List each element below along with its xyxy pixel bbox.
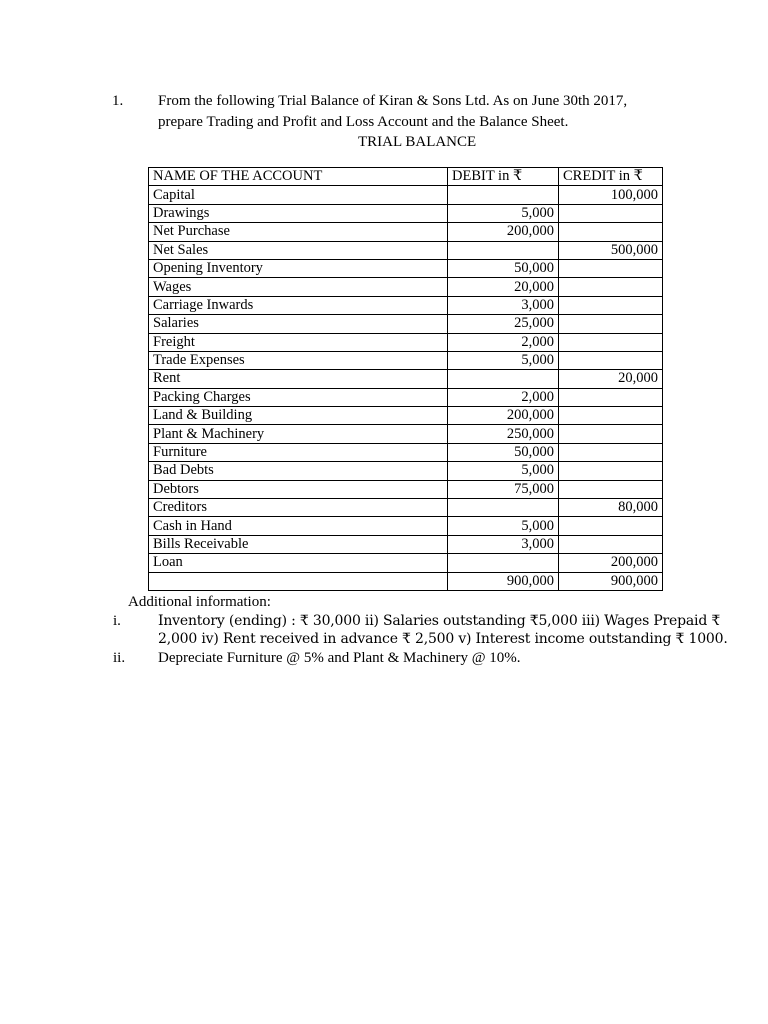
credit-cell xyxy=(559,333,663,351)
debit-cell xyxy=(448,554,559,572)
credit-cell: 80,000 xyxy=(559,499,663,517)
credit-cell: 20,000 xyxy=(559,370,663,388)
additional-item-1-number: i. xyxy=(113,613,121,629)
account-name-cell: Rent xyxy=(149,370,448,388)
table-row xyxy=(149,315,663,333)
account-name-cell: Packing Charges xyxy=(149,388,448,406)
table-header-row xyxy=(149,168,663,186)
totals-label-cell xyxy=(149,572,448,590)
table-row xyxy=(149,370,663,388)
header-debit: DEBIT in ₹ xyxy=(448,168,559,186)
credit-cell xyxy=(559,480,663,498)
table-row xyxy=(149,333,663,351)
credit-cell: 500,000 xyxy=(559,241,663,259)
account-name-cell: Plant & Machinery xyxy=(149,425,448,443)
credit-cell xyxy=(559,407,663,425)
debit-cell: 200,000 xyxy=(448,407,559,425)
account-name-cell: Bad Debts xyxy=(149,462,448,480)
table-row xyxy=(149,480,663,498)
debit-cell: 2,000 xyxy=(448,388,559,406)
credit-cell xyxy=(559,443,663,461)
question-number: 1. xyxy=(112,93,124,109)
debit-cell: 20,000 xyxy=(448,278,559,296)
credit-cell xyxy=(559,259,663,277)
table-row xyxy=(149,278,663,296)
debit-cell: 5,000 xyxy=(448,517,559,535)
header-credit: CREDIT in ₹ xyxy=(559,168,663,186)
debit-cell: 3,000 xyxy=(448,296,559,314)
table-row xyxy=(149,259,663,277)
credit-cell: 200,000 xyxy=(559,554,663,572)
account-name-cell: Bills Receivable xyxy=(149,535,448,553)
account-name-cell: Salaries xyxy=(149,315,448,333)
credit-cell xyxy=(559,296,663,314)
credit-cell xyxy=(559,425,663,443)
table-row xyxy=(149,186,663,204)
additional-item-2-number: ii. xyxy=(113,650,126,666)
debit-cell xyxy=(448,370,559,388)
table-row xyxy=(149,462,663,480)
account-name-cell: Drawings xyxy=(149,204,448,222)
account-name-cell: Land & Building xyxy=(149,407,448,425)
table-row xyxy=(149,388,663,406)
credit-cell xyxy=(559,535,663,553)
account-name-cell: Furniture xyxy=(149,443,448,461)
additional-item-1-line-2: 2,000 iv) Rent received in advance ₹ 2,500 v) Interest income outstanding ₹ 1000. xyxy=(158,631,728,647)
account-name-cell: Wages xyxy=(149,278,448,296)
debit-cell: 2,000 xyxy=(448,333,559,351)
table-row xyxy=(149,425,663,443)
additional-item-1-line-1: Inventory (ending) : ₹ 30,000 ii) Salaries outstanding ₹5,000 iii) Wages Prepaid ₹ xyxy=(158,613,721,629)
table-row xyxy=(149,535,663,553)
account-name-cell: Opening Inventory xyxy=(149,259,448,277)
trial-balance-title: TRIAL BALANCE xyxy=(358,134,477,150)
totals-row xyxy=(149,572,663,590)
question-text-line-2: prepare Trading and Profit and Loss Account and the Balance Sheet. xyxy=(158,114,569,130)
credit-cell xyxy=(559,517,663,535)
account-name-cell: Net Purchase xyxy=(149,223,448,241)
credit-cell xyxy=(559,204,663,222)
account-name-cell: Cash in Hand xyxy=(149,517,448,535)
credit-cell xyxy=(559,462,663,480)
credit-cell xyxy=(559,223,663,241)
debit-cell: 25,000 xyxy=(448,315,559,333)
debit-cell: 5,000 xyxy=(448,204,559,222)
table-row xyxy=(149,351,663,369)
total-debit-cell: 900,000 xyxy=(448,572,559,590)
account-name-cell: Capital xyxy=(149,186,448,204)
table-row xyxy=(149,554,663,572)
debit-cell: 200,000 xyxy=(448,223,559,241)
debit-cell xyxy=(448,186,559,204)
debit-cell xyxy=(448,499,559,517)
account-name-cell: Loan xyxy=(149,554,448,572)
debit-cell: 50,000 xyxy=(448,443,559,461)
debit-cell: 3,000 xyxy=(448,535,559,553)
additional-info-title: Additional information: xyxy=(128,594,271,610)
total-credit-cell: 900,000 xyxy=(559,572,663,590)
header-account-name: NAME OF THE ACCOUNT xyxy=(149,168,448,186)
additional-item-2-line-1: Depreciate Furniture @ 5% and Plant & Machinery @ 10%. xyxy=(158,650,521,666)
account-name-cell: Freight xyxy=(149,333,448,351)
debit-cell xyxy=(448,241,559,259)
debit-cell: 5,000 xyxy=(448,351,559,369)
table-row xyxy=(149,499,663,517)
table-row xyxy=(149,204,663,222)
credit-cell xyxy=(559,278,663,296)
table-row xyxy=(149,241,663,259)
question-text-line-1: From the following Trial Balance of Kiran & Sons Ltd. As on June 30th 2017, xyxy=(158,93,628,109)
account-name-cell: Carriage Inwards xyxy=(149,296,448,314)
debit-cell: 250,000 xyxy=(448,425,559,443)
account-name-cell: Trade Expenses xyxy=(149,351,448,369)
credit-cell xyxy=(559,315,663,333)
credit-cell xyxy=(559,388,663,406)
debit-cell: 5,000 xyxy=(448,462,559,480)
debit-cell: 50,000 xyxy=(448,259,559,277)
table-row xyxy=(149,296,663,314)
trial-balance-table xyxy=(148,167,663,591)
debit-cell: 75,000 xyxy=(448,480,559,498)
table-row xyxy=(149,443,663,461)
table-row xyxy=(149,223,663,241)
account-name-cell: Net Sales xyxy=(149,241,448,259)
account-name-cell: Creditors xyxy=(149,499,448,517)
credit-cell: 100,000 xyxy=(559,186,663,204)
credit-cell xyxy=(559,351,663,369)
table-row xyxy=(149,517,663,535)
table-row xyxy=(149,407,663,425)
account-name-cell: Debtors xyxy=(149,480,448,498)
